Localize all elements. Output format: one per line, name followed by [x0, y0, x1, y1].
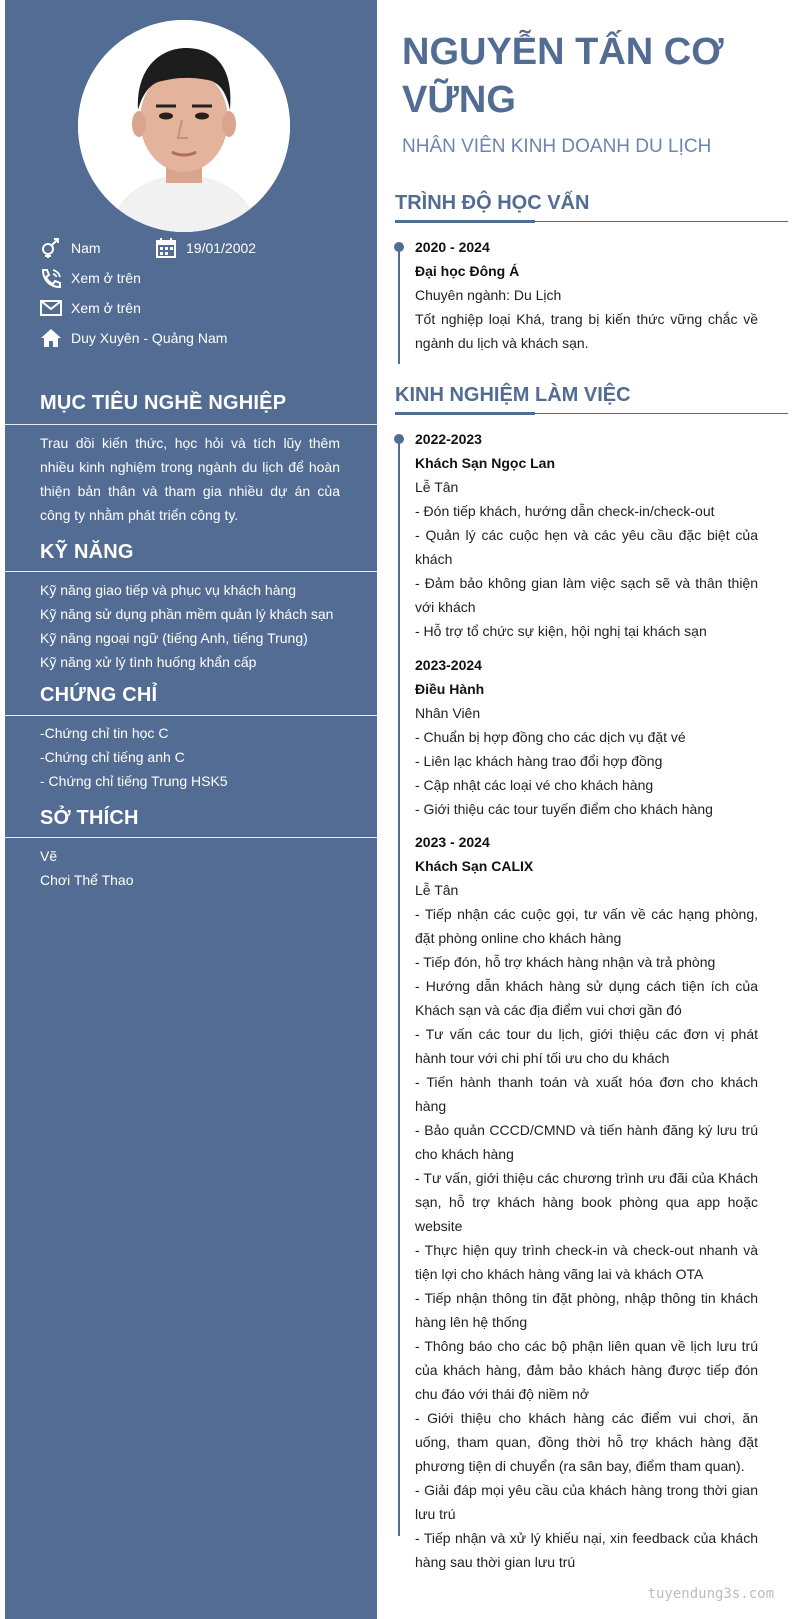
job-period: 2023-2024 [415, 657, 482, 673]
job-task: - Giới thiệu cho khách hàng các điểm vui chơi, ăn uống, tham quan, đồng thời hỗ trợ khách hàng đặt phương tiện di chuyển (ra sân bay, điểm tham quan). [415, 1410, 758, 1474]
contact-address [40, 328, 227, 348]
job-entry [415, 427, 758, 643]
job-position: Lễ Tân [415, 479, 459, 495]
skill-item: Kỹ năng sử dụng phần mềm quản lý khách sạn [40, 606, 334, 622]
education-timeline-dot [394, 242, 404, 252]
job-task: - Liên lạc khách hàng trao đổi hợp đồng [415, 753, 663, 769]
experience-divider-accent [395, 412, 535, 415]
job-company: Khách Sạn CALIX [415, 858, 534, 874]
job-entry [415, 830, 758, 1574]
education-description: Tốt nghiệp loại Khá, trang bị kiến thức vững chắc về ngành du lịch và khách sạn. [415, 311, 758, 351]
job-position: Lễ Tân [415, 882, 459, 898]
address-text: Duy Xuyên - Quảng Nam [71, 330, 228, 346]
job-entry [415, 653, 758, 821]
objective-divider [5, 424, 377, 425]
certificate-item: -Chứng chỉ tin học C [40, 725, 169, 741]
certificate-item: - Chứng chỉ tiếng Trung HSK5 [40, 773, 228, 789]
job-period: 2022-2023 [415, 431, 482, 447]
contact-email [40, 298, 141, 318]
skills-divider [5, 571, 377, 572]
education-heading: TRÌNH ĐỘ HỌC VẤN [395, 192, 590, 214]
job-task: - Thông báo cho các bộ phận liên quan về lịch lưu trú của khách hàng, đảm bảo khách hàng được tiếp đón chu đáo với thái độ niềm nở [415, 1338, 758, 1402]
job-task: - Thực hiện quy trình check-in và check-out nhanh và tiện lợi cho khách hàng vãng lai và khách OTA [415, 1242, 758, 1282]
job-task: - Đảm bảo không gian làm việc sạch sẽ và thân thiện với khách [415, 575, 758, 615]
education-major: Chuyên ngành: Du Lịch [415, 287, 562, 303]
experience-timeline-dot [394, 434, 404, 444]
job-task: - Chuẩn bị hợp đồng cho các dịch vụ đặt vé [415, 729, 686, 745]
skills-heading: KỸ NĂNG [40, 541, 134, 563]
job-tasks [415, 725, 758, 821]
job-task: - Tiếp nhận thông tin đặt phòng, nhập thông tin khách hàng lên hệ thống [415, 1290, 758, 1330]
job-task: - Giới thiệu các tour tuyến điểm cho khách hàng [415, 801, 713, 817]
job-task: - Bảo quản CCCD/CMND và tiến hành đăng ký lưu trú cho khách hàng [415, 1122, 758, 1162]
phone-icon [40, 268, 62, 288]
certificates-heading: CHỨNG CHỈ [40, 684, 158, 706]
contact-birthday [155, 238, 256, 258]
profile-photo [78, 20, 290, 232]
skill-item: Kỹ năng ngoại ngữ (tiếng Anh, tiếng Trung) [40, 630, 308, 646]
phone-text: Xem ở trên [71, 270, 141, 286]
gender-text: Nam [71, 240, 101, 256]
job-task: - Tiến hành thanh toán và xuất hóa đơn cho khách hàng [415, 1074, 758, 1114]
job-tasks [415, 499, 758, 643]
objective-heading: MỤC TIÊU NGHỀ NGHIỆP [40, 392, 287, 414]
job-task: - Tiếp đón, hỗ trợ khách hàng nhận và trả phòng [415, 954, 716, 970]
certificates-list [40, 721, 360, 793]
job-task: - Giải đáp mọi yêu cầu của khách hàng trong thời gian lưu trú [415, 1482, 758, 1522]
skill-item: Kỹ năng xử lý tình huống khẩn cấp [40, 654, 257, 670]
job-period: 2023 - 2024 [415, 834, 490, 850]
candidate-name: NGUYỄN TẤN CƠ VỮNG [402, 31, 724, 121]
birthday-text: 19/01/2002 [186, 240, 257, 256]
skill-item: Kỹ năng giao tiếp và phục vụ khách hàng [40, 582, 297, 598]
job-task: - Hướng dẫn khách hàng sử dụng cách tiện ích của Khách sạn và các địa điểm vui chơi gần đó [415, 978, 758, 1018]
job-company: Điều Hành [415, 681, 485, 697]
contact-phone [40, 268, 141, 288]
experience-timeline [398, 436, 400, 1536]
skills-list [40, 578, 360, 674]
job-task: - Quản lý các cuộc hẹn và các yêu cầu đặc biệt của khách [415, 527, 758, 567]
job-task: - Tư vấn các tour du lịch, giới thiệu các đơn vị phát hành tour với chi phí tối ưu cho du khách [415, 1026, 758, 1066]
education-timeline [398, 244, 400, 364]
education-school: Đại học Đông Á [415, 263, 520, 279]
hobbies-heading: SỞ THÍCH [40, 807, 139, 829]
job-tasks [415, 902, 758, 1574]
hobby-item: Chơi Thể Thao [40, 872, 134, 888]
job-task: - Tiếp nhận các cuộc gọi, tư vấn về các hạng phòng, đặt phòng online cho khách hàng [415, 906, 758, 946]
contact-gender [40, 238, 101, 258]
education-period: 2020 - 2024 [415, 239, 490, 255]
candidate-title: NHÂN VIÊN KINH DOANH DU LỊCH [402, 136, 712, 157]
job-position: Nhân Viên [415, 705, 481, 721]
certificates-divider [5, 715, 377, 716]
job-task: - Tư vấn, giới thiệu các chương trình ưu đãi của Khách sạn, hỗ trợ khách hàng book phòng qua app hoặc website [415, 1170, 758, 1234]
hobbies-divider [5, 837, 377, 838]
hobby-item: Vẽ [40, 848, 58, 864]
education-entry [415, 235, 758, 355]
home-icon [40, 328, 62, 348]
email-text: Xem ở trên [71, 300, 141, 316]
job-company: Khách Sạn Ngọc Lan [415, 455, 556, 471]
envelope-icon [40, 298, 62, 318]
experience-heading: KINH NGHIỆM LÀM VIỆC [395, 384, 631, 406]
job-task: - Hỗ trợ tổ chức sự kiện, hội nghị tại khách sạn [415, 623, 707, 639]
calendar-icon [155, 238, 177, 258]
avatar-portrait [78, 20, 290, 232]
watermark: tuyendung3s.com [647, 1586, 774, 1602]
job-task: - Tiếp nhận và xử lý khiếu nại, xin feedback của khách hàng sau thời gian lưu trú [415, 1530, 758, 1570]
education-divider-accent [395, 220, 535, 223]
certificate-item: -Chứng chỉ tiếng anh C [40, 749, 185, 765]
hobbies-list [40, 844, 360, 892]
job-task: - Cập nhật các loại vé cho khách hàng [415, 777, 654, 793]
objective-text: Trau dồi kiến thức, học hỏi và tích lũy thêm nhiều kinh nghiệm trong ngành du lịch để hoàn thiện bản thân và tham gia nhiều dự án của công ty nhằm phát triển công ty. [40, 435, 340, 523]
job-task: - Đón tiếp khách, hướng dẫn check-in/check-out [415, 503, 715, 519]
gender-icon [40, 238, 62, 258]
